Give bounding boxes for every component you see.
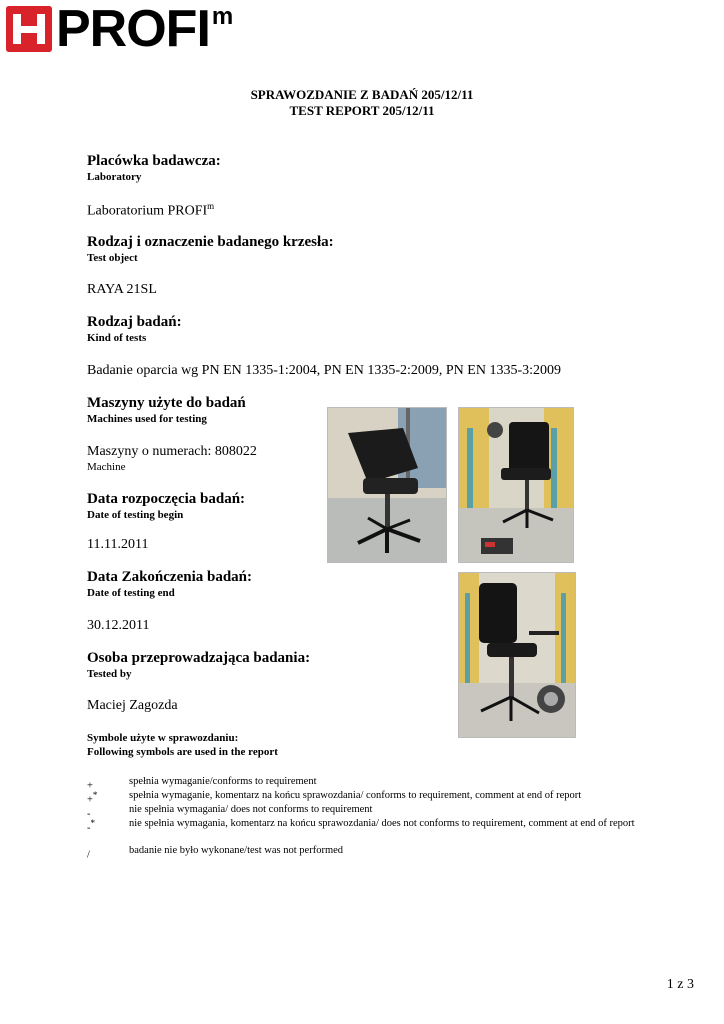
report-title-en: TEST REPORT 205/12/11 xyxy=(289,103,435,118)
date-begin-heading: Data rozpoczęcia badań: xyxy=(87,491,246,507)
date-end-subheading: Date of testing end xyxy=(87,587,175,599)
symbol-key: / xyxy=(87,849,90,861)
logo-word: PROFI xyxy=(56,0,210,58)
photo-chair-seat-test xyxy=(458,407,574,563)
page-number: 1 z 3 xyxy=(666,977,694,992)
kind-of-tests-value: Badanie oparcia wg PN EN 1335-1:2004, PN EN 1335-2:2009, PN EN 1335-3:2009 xyxy=(87,363,562,378)
symbol-description: badanie nie było wykonane/test was not performed xyxy=(129,845,344,856)
symbols-heading-en: Following symbols are used in the report xyxy=(87,746,278,758)
machines-value: Maszyny o numerach: 808022 xyxy=(87,444,257,459)
symbol-description: spełnia wymaganie/conforms to requirement xyxy=(129,776,317,787)
symbol-description: nie spełnia wymagania, komentarz na końcu sprawozdania/ does not conforms to requirement, comment at end of report xyxy=(129,818,635,829)
symbol-description: nie spełnia wymagania/ does not conforms to requirement xyxy=(129,804,373,815)
symbols-heading-pl: Symbole użyte w sprawozdaniu: xyxy=(87,732,239,744)
logo-sup: m xyxy=(211,3,234,30)
date-begin-subheading: Date of testing begin xyxy=(87,509,184,521)
laboratory-subheading: Laboratory xyxy=(87,171,142,183)
symbol-key: +* xyxy=(87,790,98,806)
machines-subheading: Machines used for testing xyxy=(87,413,207,425)
kind-of-tests-subheading: Kind of tests xyxy=(87,332,147,344)
date-end-value: 30.12.2011 xyxy=(87,618,150,633)
test-object-subheading: Test object xyxy=(87,252,138,264)
machines-value-label: Machine xyxy=(87,461,126,473)
date-end-heading: Data Zakończenia badań: xyxy=(87,569,253,585)
symbol-description: spełnia wymaganie, komentarz na końcu sprawozdania/ conforms to requirement, comment at end of report xyxy=(129,790,582,801)
symbol-key: -* xyxy=(87,818,95,834)
logo-mark xyxy=(6,6,52,52)
kind-of-tests-heading: Rodzaj badań: xyxy=(87,314,182,330)
tested-by-value: Maciej Zagozda xyxy=(87,698,178,713)
test-object-value: RAYA 21SL xyxy=(87,282,157,297)
profim-logo xyxy=(6,0,234,58)
machines-heading: Maszyny użyte do badań xyxy=(87,395,246,411)
tested-by-subheading: Tested by xyxy=(87,668,132,680)
laboratory-heading: Placówka badawcza: xyxy=(87,153,221,169)
date-begin-value: 11.11.2011 xyxy=(87,537,149,552)
symbol-key: + xyxy=(87,780,93,792)
photo-chair-stability-test xyxy=(458,572,576,738)
laboratory-value: Laboratorium PROFI$^m$ xyxy=(87,201,215,219)
photo-chair-backrest-test xyxy=(327,407,447,563)
test-object-heading: Rodzaj i oznaczenie badanego krzesła: xyxy=(87,234,334,250)
tested-by-heading: Osoba przeprowadzająca badania: xyxy=(87,650,311,666)
report-title-pl: SPRAWOZDANIE Z BADAŃ 205/12/11 xyxy=(250,87,474,102)
symbol-key: - xyxy=(87,808,91,820)
